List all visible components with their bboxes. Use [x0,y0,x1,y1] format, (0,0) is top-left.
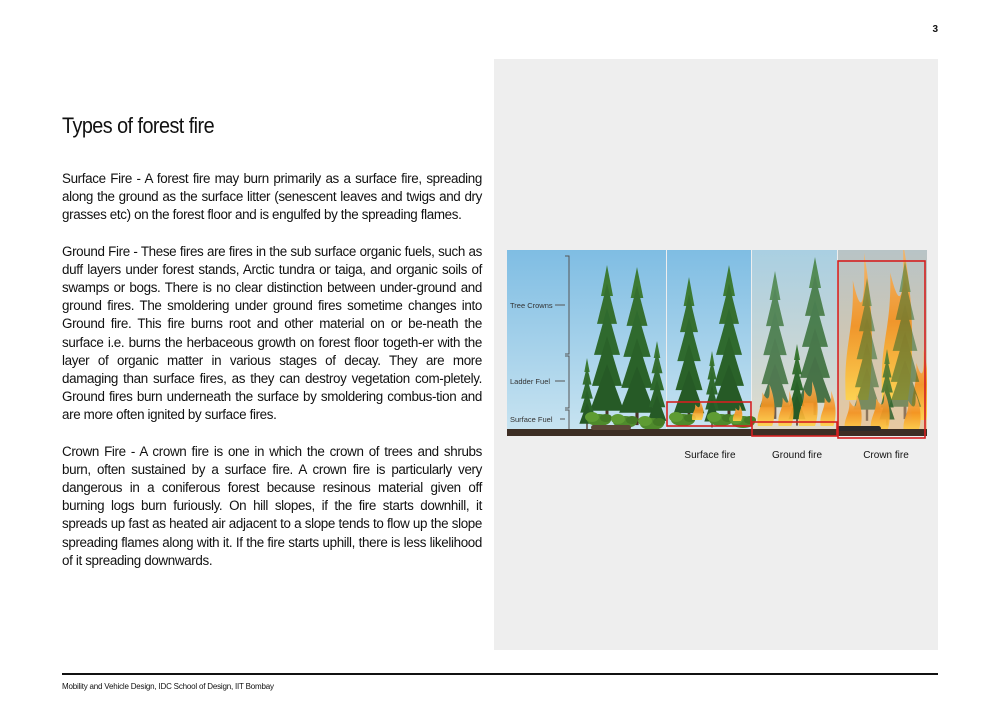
fuel-label-ladder-fuel: Ladder Fuel [510,377,551,386]
ground-fire-paragraph: Ground Fire - These fires are fires in the sub surface organic fuels, such as duff layers under forest stands, Arctic tundra or taiga, and organic soils of swamps or bogs. There is no clear distinction between under-ground and ground fires. The smoldering under ground fires sometime changes into Ground fire. This fire burns root and other material on or be-neath the surface i.e. burns the herbaceous growth on forest floor togeth-er with the layer of organic matter in various stages of decay. They are more damaging than surface fires, as they can destroy vegetation com-pletely. Ground fires burn underneath the surface by smoldering combus-tion and are more often ignited by surface fires. [62,243,482,423]
caption-ground-fire: Ground fire [771,450,823,461]
forest-fire-types-illustration [507,250,927,472]
page-title: Types of forest fire [62,113,215,138]
surface-fire-paragraph: Surface Fire - A forest fire may burn primarily as a surface fire, spreading along the ground as the surface litter (senescent leaves and twigs and dry grasses etc) on the forest floor and is engulfed by the spreading flames. [62,171,482,223]
footer-text: Mobility and Vehicle Design, IDC School of Design, IIT Bombay [62,682,274,691]
caption-crown-fire: Crown fire [863,450,909,461]
figure-panel [494,59,938,650]
caption-surface-fire: Surface fire [684,450,736,461]
fuel-label-surface-fuel: Surface Fuel [510,415,553,424]
page-number: 3 [932,24,938,35]
fallen-log-burning [837,426,881,431]
crown-fire-paragraph: Crown Fire - A crown fire is one in which the crown of trees and shrubs burn, often sustained by a surface fire. A crown fire is particularly very dangerous in a coniferous forest because resinous material given off burning logs burn furiously. On hill slopes, if the fire starts downhill, it spreads up fast as heated air adjacent to a slope tends to flow up the slope spreading flames along with it. If the fire starts uphill, there is less likelihood of it spreading downwards. [62,443,482,568]
footer-rule [62,673,938,675]
body-text [62,170,482,588]
fuel-label-tree-crowns: Tree Crowns [510,301,553,310]
fallen-log [591,425,631,430]
